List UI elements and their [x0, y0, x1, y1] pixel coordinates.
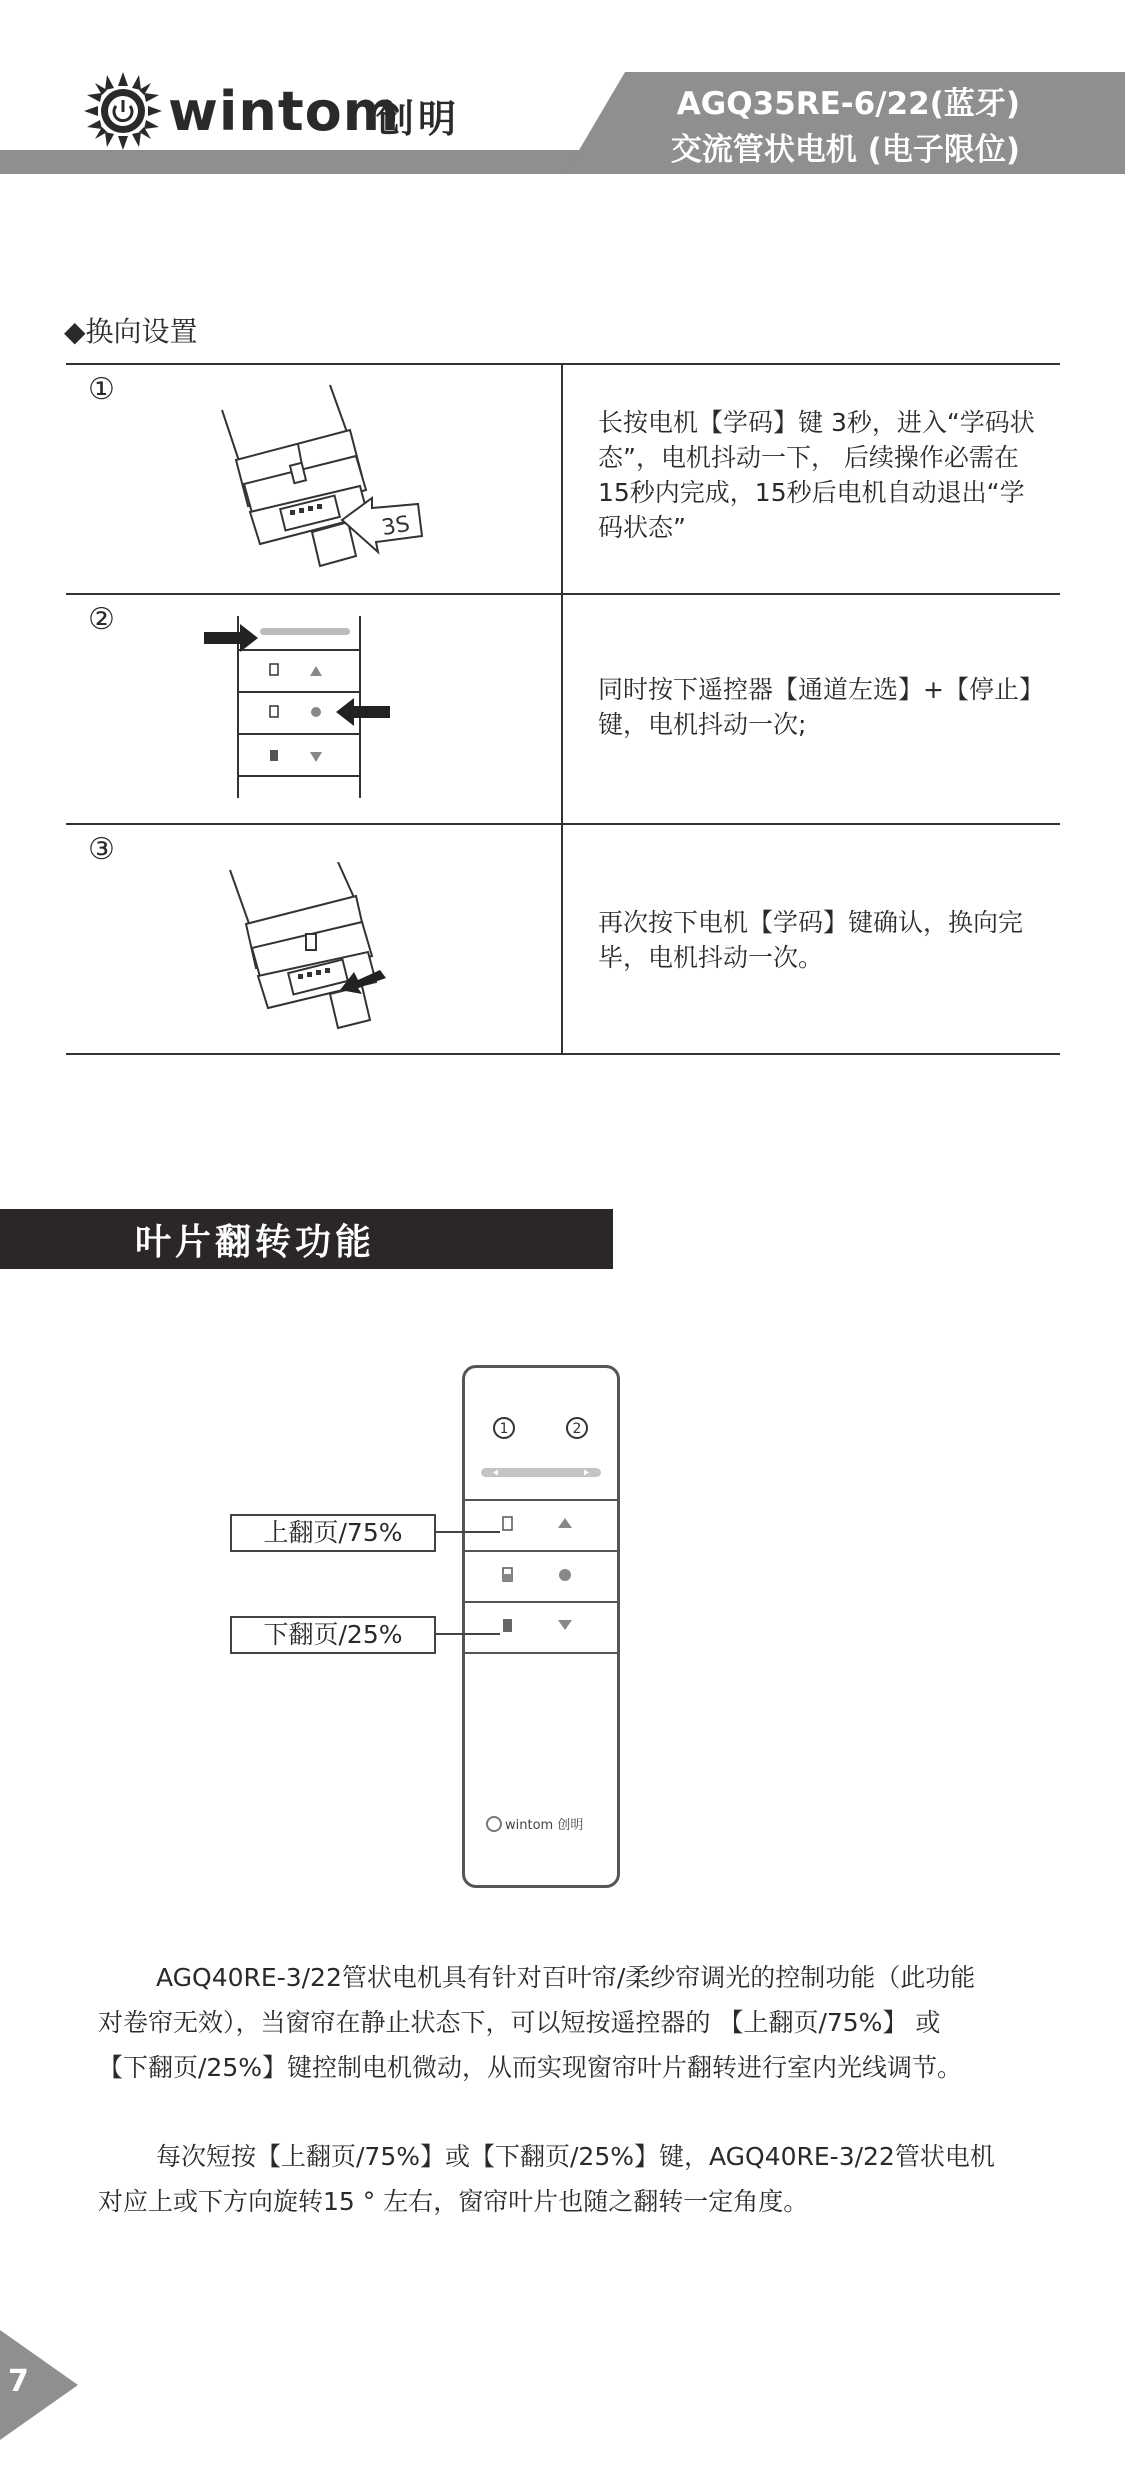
- sun-logo-icon: [82, 70, 164, 152]
- motor-learn-button-illustration: [200, 380, 430, 580]
- down-arrow-icon: [558, 1620, 572, 1630]
- hold-duration-label: 3S: [379, 511, 412, 542]
- step-description: 长按电机【学码】键 3秒，进入“学码状态”，电机抖动一下， 后续操作必需在15秒内完成，15秒后电机自动退出“学码状态”: [598, 408, 1035, 542]
- brand-logo-icon: [487, 1817, 501, 1831]
- table-row-divider: [66, 593, 1060, 595]
- tilt-down-icon: [503, 1619, 512, 1632]
- paragraph-line: 【下翻页/25%】键控制电机微动，从而实现窗帘叶片翻转进行室内光线调节。: [98, 2053, 962, 2082]
- remote-brand-label: wintom 创明: [505, 1818, 584, 1833]
- table-row-divider: [66, 823, 1060, 825]
- step-description: 再次按下电机【学码】键确认，换向完毕，电机抖动一次。: [598, 908, 1024, 972]
- callout-tilt-up: 上翻页/75%: [230, 1514, 436, 1552]
- motor-confirm-button-illustration: [210, 862, 410, 1052]
- paragraph-line: 对卷帘无效），当窗帘在静止状态下，可以短按遥控器的 【上翻页/75%】 或: [98, 2008, 941, 2037]
- svg-text:2: 2: [572, 1421, 582, 1437]
- tilt-up-icon: [503, 1517, 512, 1530]
- step-number: ②: [88, 602, 115, 637]
- brand-name: wintom: [168, 80, 401, 143]
- table-border-bottom: [66, 1053, 1060, 1055]
- product-subtitle: 交流管状电机 (电子限位): [670, 132, 1020, 168]
- page-number: 7: [8, 2364, 29, 2399]
- step-number: ③: [88, 832, 115, 867]
- callout-leader-line: [434, 1633, 500, 1635]
- paragraph-line: AGQ40RE-3/22管状电机具有针对百叶帘/柔纱帘调光的控制功能（此功能: [156, 1963, 976, 1992]
- step-number: ①: [88, 372, 115, 407]
- svg-text:1: 1: [499, 1421, 509, 1437]
- section-title-tilt: 叶片翻转功能: [135, 1222, 376, 1263]
- table-border-top: [66, 363, 1060, 365]
- remote-control: [462, 1365, 620, 1888]
- callout-tilt-down: 下翻页/25%: [230, 1616, 436, 1654]
- stop-icon: [559, 1569, 571, 1581]
- step-description: 同时按下遥控器【通道左选】+【停止】键，电机抖动一次;: [598, 675, 1032, 739]
- remote-channel-stop-illustration: [200, 610, 400, 810]
- paragraph-line: 每次短按【上翻页/75%】或【下翻页/25%】键，AGQ40RE-3/22管状电机: [156, 2142, 995, 2171]
- callout-leader-line: [434, 1531, 500, 1533]
- brand-name-cn: 创明: [376, 97, 461, 141]
- channel-select-slider: [481, 1468, 601, 1477]
- section-title-direction: ◆换向设置: [64, 315, 198, 348]
- up-arrow-icon: [558, 1518, 572, 1528]
- model-title: AGQ35RE-6/22(蓝牙): [676, 86, 1020, 122]
- paragraph-line: 对应上或下方向旋转15 ° 左右，窗帘叶片也随之翻转一定角度。: [98, 2187, 809, 2216]
- table-column-divider: [561, 363, 563, 1053]
